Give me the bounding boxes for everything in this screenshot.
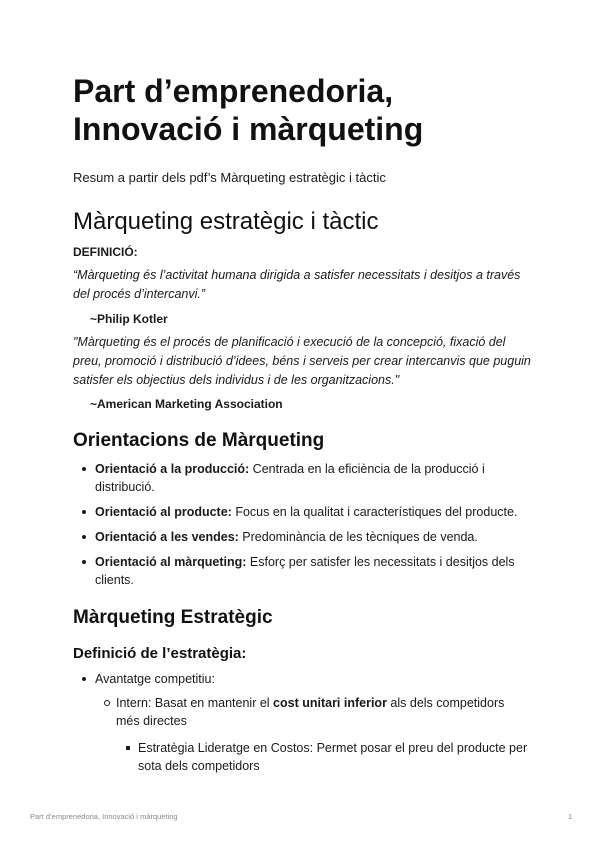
document-subtitle: Resum a partir dels pdf’s Màrqueting estratègic i tàctic bbox=[73, 170, 386, 185]
list-item: Orientació al màrqueting: Esforç per satisfer les necessitats i desitjos dels clients. bbox=[95, 553, 535, 589]
list-item: Avantatge competitiu: bbox=[95, 670, 535, 688]
list-item: Estratègia Lideratge en Costos: Permet posar el preu del producte per sota dels competidors bbox=[138, 741, 528, 773]
author-ama: ~American Marketing Association bbox=[90, 397, 283, 411]
list-item: Orientació a la producció: Centrada en la eficiència de la producció i distribució. bbox=[95, 460, 535, 496]
quote-ama: "Màrqueting és el procés de planificació i execució de la concepció, fixació del preu, promoció i distribució d’idees, béns i serveis per crear intercanvis que puguin satisfer els objectius dels individus i de les organitzacions." bbox=[73, 335, 531, 387]
author-kotler: ~Philip Kotler bbox=[90, 312, 168, 326]
strategy-sublist bbox=[116, 694, 526, 730]
list-item: Orientació a les vendes: Predominància de les tècniques de venda. bbox=[95, 528, 535, 546]
list-item: Intern: Basat en mantenir el cost unitari inferior als dels competidors més directes bbox=[116, 694, 526, 730]
list-item: Orientació al producte: Focus en la qualitat i característiques del producte. bbox=[95, 503, 535, 521]
footer-title: Part d’emprenedoria, Innovació i màrqueting bbox=[30, 812, 178, 821]
footer-page-number: 1 bbox=[568, 812, 573, 821]
definition-label: DEFINICIÓ: bbox=[73, 245, 138, 259]
document-title: Part d’emprenedoria, Innovació i màrqueting bbox=[73, 73, 424, 147]
strategy-subsublist bbox=[138, 739, 528, 775]
orientations-list bbox=[95, 460, 535, 589]
orientations-heading: Orientacions de Màrqueting bbox=[73, 430, 325, 451]
strategy-list bbox=[95, 670, 535, 688]
section-heading: Màrqueting estratègic i tàctic bbox=[73, 208, 379, 235]
quote-kotler: “Màrqueting és l’activitat humana dirigida a satisfer necessitats i desitjos a través del procés d’intercanvi.” bbox=[73, 268, 521, 301]
strategic-heading: Màrqueting Estratègic bbox=[73, 607, 273, 628]
strategy-definition-heading: Definició de l’estratègia: bbox=[73, 645, 247, 662]
